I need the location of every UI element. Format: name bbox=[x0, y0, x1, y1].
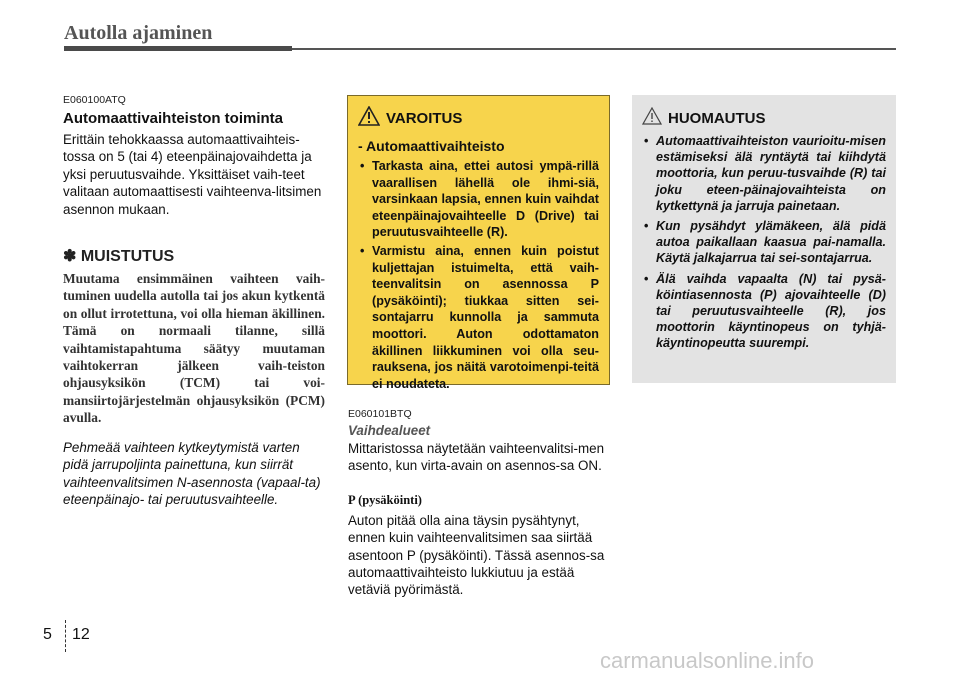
section-number: 5 bbox=[43, 626, 52, 643]
header-title: Autolla ajaminen bbox=[64, 22, 213, 44]
section-code: E060101BTQ bbox=[348, 408, 412, 420]
header-rule bbox=[292, 48, 896, 50]
warning-subtitle: - Automaattivaihteisto bbox=[358, 138, 505, 154]
range-paragraph: Mittaristossa näytetään vaihteenvalitsi-men asento, kun virta-avain on asennos-sa ON. bbox=[348, 441, 605, 474]
park-paragraph: Auton pitää olla aina täysin pysähtynyt, ennen kuin vaihteenvalitsimen saa siirtää asentoon P (pysäköinti). Tässä asennos-sa automaattivaihteisto lukkiutuu ja estää vetäviä pyörimästä. bbox=[348, 512, 605, 598]
caution-triangle-icon bbox=[642, 107, 662, 129]
section-heading: Automaattivaihteiston toiminta bbox=[63, 110, 284, 127]
warning-list bbox=[358, 158, 599, 392]
watermark: carmanualsonline.info bbox=[600, 648, 815, 673]
warning-item: • Tarkasta aina, ettei autosi ympä-rillä vaarallisen lähellä ole ihmi-siä, varsinkaan lapsia, ennen kuin vaihdat eteenpäinajovaihteelle D (Drive) tai peruutusvaihteelle (R). bbox=[358, 158, 599, 241]
caution-list bbox=[642, 133, 886, 352]
park-subheading: P (pysäköinti) bbox=[348, 492, 422, 507]
caution-box bbox=[632, 95, 896, 383]
notice-title: ✽ MUISTUTUS bbox=[63, 248, 175, 266]
italic-note: Pehmeää vaihteen kytkeytymistä varten pidä jarrupoljinta painettuna, kun siirrät vaihteenvalitsimen N-asennosta (vapaal-ta) eteenpäinajo- tai peruutusvaihteelle. bbox=[63, 439, 321, 507]
page-number: 12 bbox=[72, 626, 90, 643]
warning-triangle-icon bbox=[358, 106, 380, 130]
warning-title: VAROITUS bbox=[386, 109, 463, 127]
caution-title-row bbox=[642, 107, 886, 129]
caution-item: • Älä vaihda vapaalta (N) tai pysä-köintiasennosta (P) ajovaihteelle (D) tai peruutusvaihteelle (R), jos moottorin käyntinopeus on tyhjä-käyntinopeutta suurempi. bbox=[642, 271, 886, 352]
warning-title-row bbox=[358, 106, 599, 130]
left-column bbox=[63, 94, 325, 508]
caution-item: • Kun pysähdyt ylämäkeen, älä pidä autoa paikallaan kaasua pai-namalla. Käytä jalkajarrua tai sei-sontajarrua. bbox=[642, 218, 886, 267]
middle-column bbox=[348, 408, 612, 599]
intro-paragraph: Erittäin tehokkaassa automaattivaihteis-tossa on 5 (tai 4) eteenpäinajovaihdetta ja yksi peruutusvaihde. Yksittäiset vaih-teet valitaan automaattisesti vaihteenva-litsimen asennon mukaan. bbox=[63, 132, 322, 217]
section-code: E060100ATQ bbox=[63, 94, 126, 106]
caution-title: HUOMAUTUS bbox=[668, 109, 766, 127]
warning-item: • Varmistu aina, ennen kuin poistut kuljettajan istuimelta, että vaih-teenvalitsin on asennossa P (pysäköinti); tiukkaa sitten sei-sontajarru kunnolla ja sammuta moottori. Auton odottamaton äkillinen liikkuminen voi olla seu-rauksena, jos näitä varotoimenpi-teitä ei noudateta. bbox=[358, 243, 599, 392]
warning-box bbox=[347, 95, 610, 391]
header-bar bbox=[64, 46, 292, 51]
footer-divider bbox=[65, 620, 66, 652]
notice-text: Muutama ensimmäinen vaihteen vaih-tuminen uudella autolla tai jos akun kytkentä on ollut irrotettuna, voi olla hieman äkillinen. Tämä on normaali tilanne, sillä vaihtamistapahtuma säätyy muutaman vaihtokerran jälkeen vaih-teiston ohjausyksikön (TCM) tai voi-mansiirtojärjestelmän ohjausyksikön (PCM) avulla. bbox=[63, 271, 325, 426]
section-heading: Vaihdealueet bbox=[348, 423, 431, 438]
caution-item: • Automaattivaihteiston vaurioitu-misen estämiseksi älä ryntäytä tai kiihdytä moottoria, kun peruu-tusvaihde (R) tai joku eteen-päinajovaihteista on kytkettynä ja jarruja painetaan. bbox=[642, 133, 886, 214]
